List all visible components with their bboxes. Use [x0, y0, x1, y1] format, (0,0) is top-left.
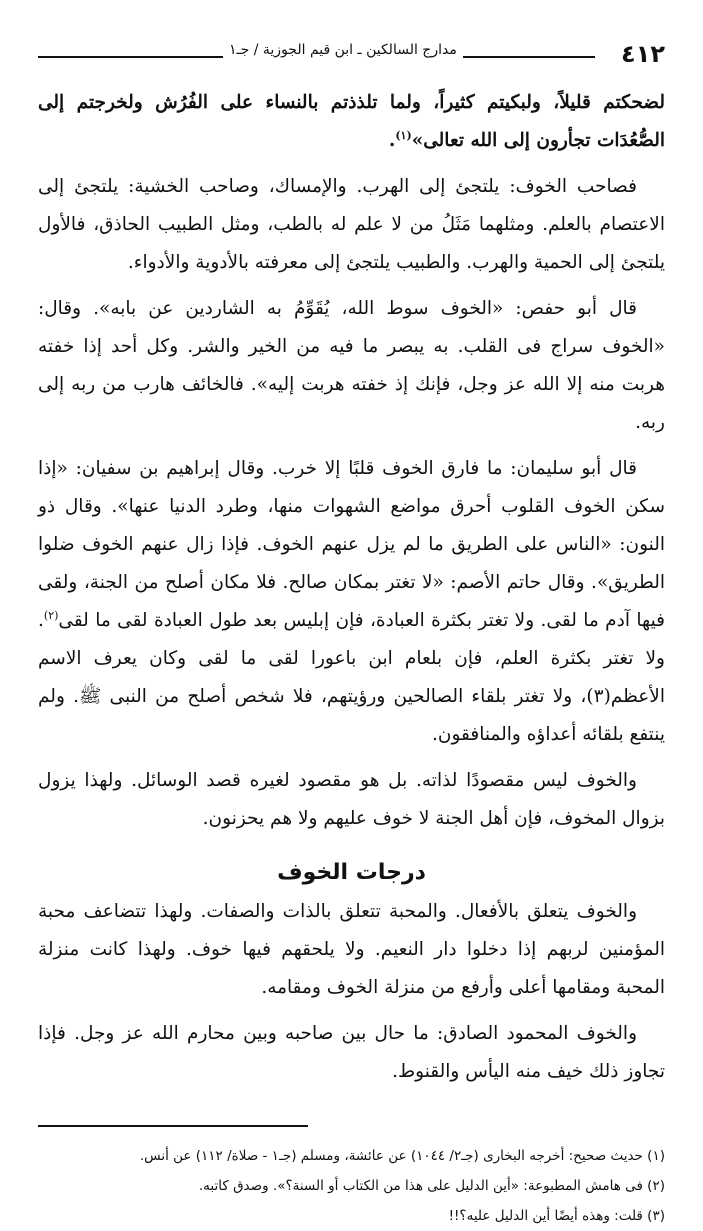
footnote: (١) حديث صحيح: أخرجه البخارى (جـ٢/ ١٠٤٤) عن عائشة، ومسلم (جـ١ - صلاة/ ١١٢) عن أنس. — [139, 1147, 665, 1164]
paragraph-tail: . ولا تغتر بكثرة العلم، فإن بلعام ابن باعورا لقى ما لقى وكان يعرف الاسم الأعظم(٣)، ولا تغتر بلقاء الصالحين ورؤيتهم، فلا شخص أصلح من النبى ﷺ. ولم ينتفع بلقائه أعداؤه والمنافقون. — [38, 610, 665, 745]
paragraph — [38, 290, 665, 442]
paragraph-hadith — [38, 84, 665, 160]
body-text — [38, 84, 665, 1091]
paragraph — [38, 450, 665, 754]
footnote: (٢) فى هامش المطبوعة: «أين الدليل على هذا من الكتاب أو السنة؟». وصدق كاتبه. — [198, 1177, 665, 1194]
paragraph-text: والخوف ليس مقصودًا لذاته. بل هو مقصود لغيره قصد الوسائل. ولهذا يزول بزوال المخوف، فإن أهل الجنة لا خوف عليهم ولا هم يحزنون. — [38, 770, 665, 829]
paragraph-text: قال أبو حفص: «الخوف سوط الله، يُقَوِّمُ به الشاردين عن بابه». وقال: «الخوف سراج فى القلب. به يبصر ما فيه من الخير والشر. وكل أحد إذا خفته هربت منه إلا الله عز وجل، فإنك إذ خفته هربت إليه». فالخائف هارب من ربه إلى ربه. — [38, 298, 665, 433]
paragraph-text: لضحكتم قليلاً، ولبكيتم كثيراً، ولما تلذذتم بالنساء على الفُرُش ولخرجتم إلى الصُّعُدَات تجأرون إلى الله تعالى» — [38, 92, 665, 151]
paragraph — [38, 762, 665, 838]
footnote-ref: (١) — [395, 128, 412, 142]
footnotes — [38, 1141, 665, 1231]
paragraph-tail: . — [388, 130, 396, 151]
paragraph-text: والخوف يتعلق بالأفعال. والمحبة تتعلق بالذات والصفات. ولهذا تتضاعف محبة المؤمنين لربهم إذا دخلوا دار النعيم. ولا يلحقهم فيها خوف. ولهذا كانت منزلة المحبة ومقامها أعلى وأرفع من منزلة الخوف ومقامه. — [38, 901, 665, 998]
page-number: ٤١٢ — [621, 40, 665, 68]
section-heading: درجات الخوف — [277, 860, 426, 885]
paragraph — [38, 168, 665, 282]
footnote: (٣) قلت: وهذه أيضًا أين الدليل عليه؟!! — [448, 1207, 665, 1224]
paragraph-text: فصاحب الخوف: يلتجئ إلى الهرب. والإمساك، وصاحب الخشية: يلتجئ إلى الاعتصام بالعلم. ومثلهما مَثَلُ من لا علم له بالطب، ومثل الطبيب الحاذق، فالأول يلتجئ إلى الحمية والهرب. والطبيب يلتجئ إلى معرفته بالأدوية والأدواء. — [38, 176, 665, 273]
paragraph — [38, 1015, 665, 1091]
paragraph — [38, 893, 665, 1007]
paragraph-text: والخوف المحمود الصادق: ما حال بين صاحبه وبين محارم الله عز وجل. فإذا تجاوز ذلك خيف منه اليأس والقنوط. — [38, 1023, 665, 1082]
page — [38, 40, 665, 1231]
page-header — [38, 40, 665, 70]
footnote-divider — [38, 1125, 308, 1127]
footnote-ref: (٢) — [43, 608, 59, 622]
paragraph-text: قال أبو سليمان: ما فارق الخوف قلبًا إلا خرب. وقال إبراهيم بن سفيان: «إذا سكن الخوف القلوب أحرق مواضع الشهوات منها، وطرد الدنيا عنها». وقال ذو النون: «الناس على الطريق ما لم يزل عنهم الخوف. فإذا زال عنهم الخوف ضلوا الطريق». وقال حاتم الأصم: «لا تغتر بمكان صالح. فلا مكان أصلح من الجنة، ولقى فيها آدم ما لقى. ولا تغتر بكثرة العبادة، فإن إبليس بعد طول العبادة لقى ما لقى — [38, 458, 665, 631]
running-title: مدارج السالكين ـ ابن قيم الجوزية / جـ١ — [223, 42, 463, 58]
